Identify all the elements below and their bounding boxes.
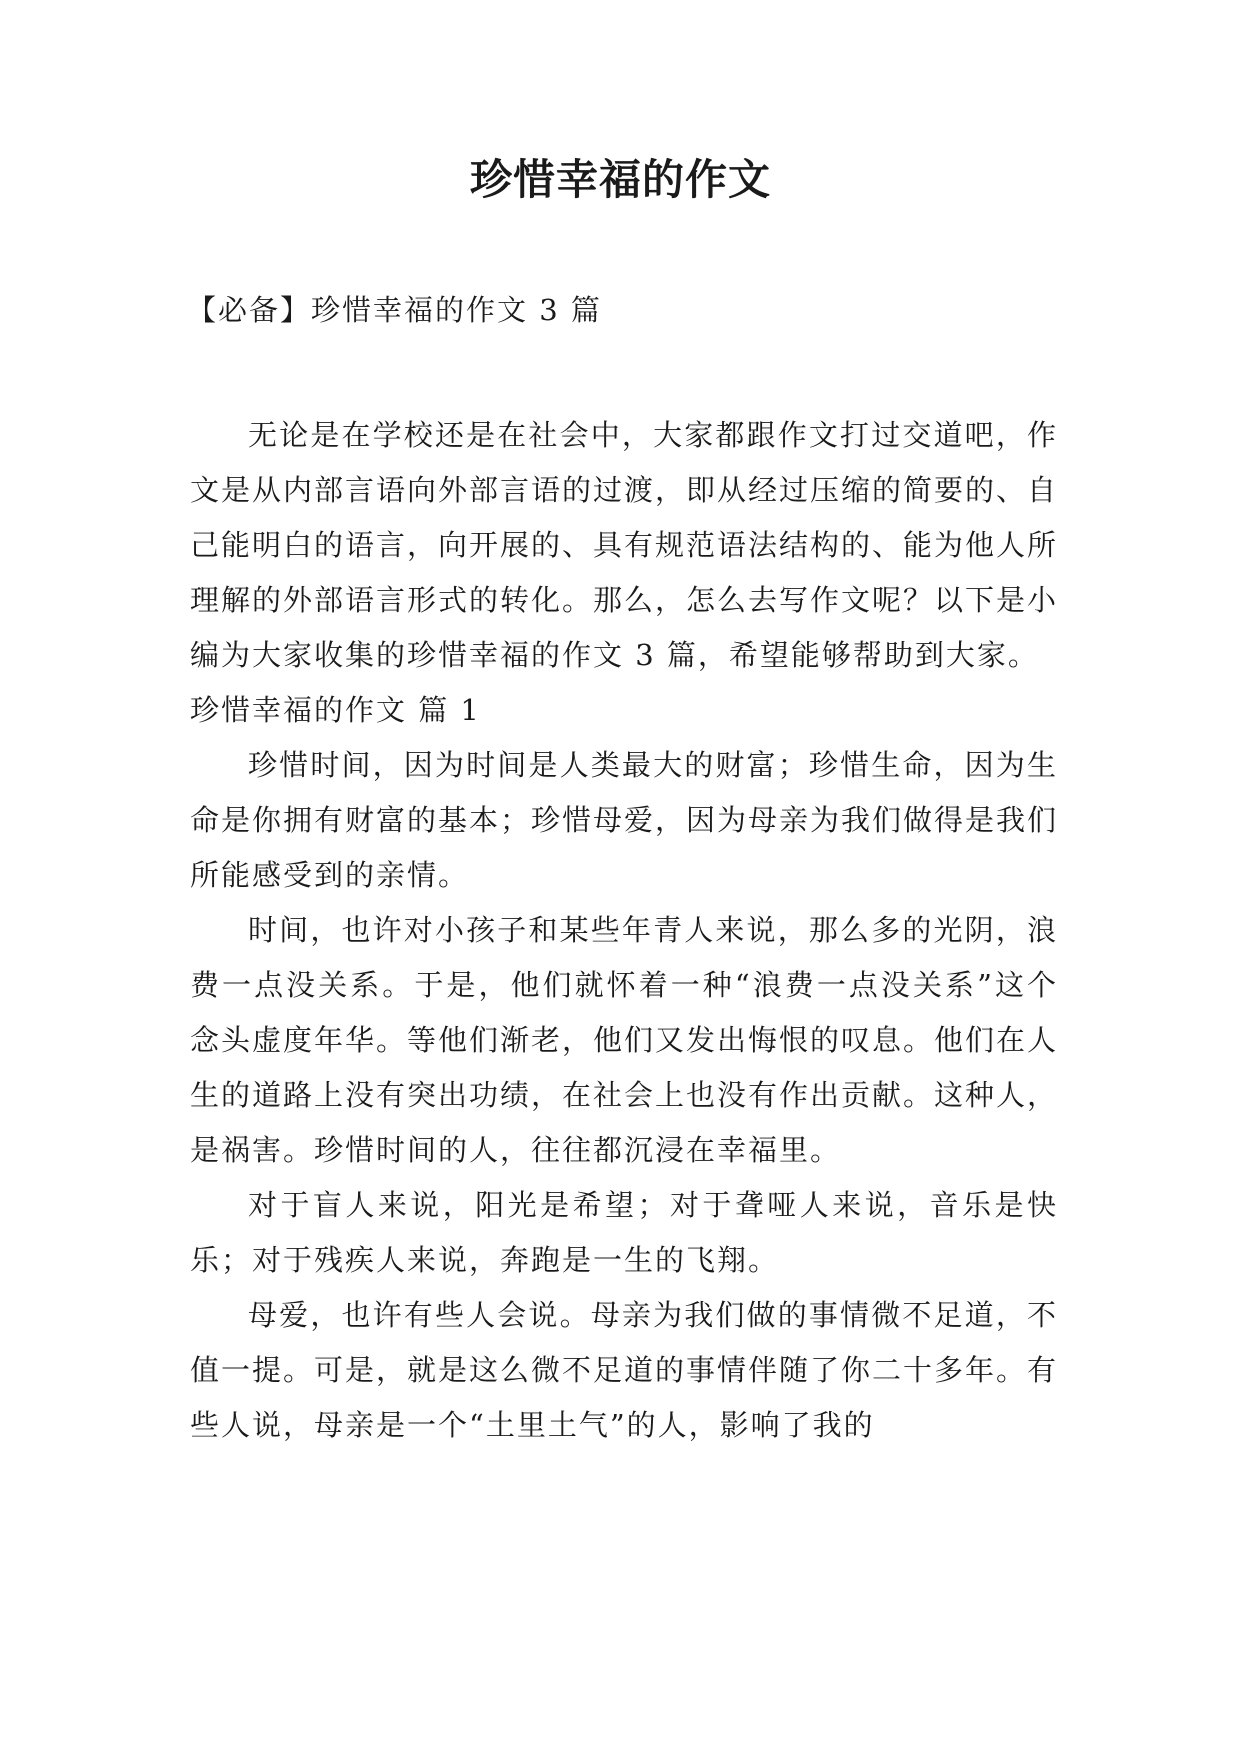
body-paragraph: 母爱，也许有些人会说。母亲为我们做的事情微不足道，不值一提。可是，就是这么微不足道的事情伴随了你二十多年。有些人说，母亲是一个“土里土气”的人，影响了我的	[190, 1298, 1059, 1442]
document-body	[190, 408, 1058, 1453]
document-title: 珍惜幸福的作文	[469, 155, 771, 204]
document-subtitle: 【必备】珍惜幸福的作文 3 篇	[187, 293, 602, 327]
section-heading: 珍惜幸福的作文 篇 1	[190, 693, 481, 727]
body-paragraph: 珍惜时间，因为时间是人类最大的财富；珍惜生命，因为生命是你拥有财富的基本；珍惜母爱，因为母亲为我们做得是我们所能感受到的亲情。	[190, 748, 1059, 892]
body-paragraph: 对于盲人来说，阳光是希望；对于聋哑人来说，音乐是快乐；对于残疾人来说，奔跑是一生的飞翔。	[190, 1188, 1058, 1277]
body-paragraph: 时间，也许对小孩子和某些年青人来说，那么多的光阴，浪费一点没关系。于是，他们就怀着一种“浪费一点没关系”这个念头虚度年华。等他们渐老，他们又发出悔恨的叹息。他们在人生的道路上没有突出功绩，在社会上也没有作出贡献。这种人，是祸害。珍惜时间的人，往往都沉浸在幸福里。	[190, 913, 1059, 1167]
intro-paragraph: 无论是在学校还是在社会中，大家都跟作文打过交道吧，作文是从内部言语向外部言语的过渡，即从经过压缩的简要的、自己能明白的语言，向开展的、具有规范语法结构的、能为他人所理解的外部语言形式的转化。那么，怎么去写作文呢？以下是小编为大家收集的珍惜幸福的作文 3 篇，希望能够帮助到大家。	[190, 418, 1059, 672]
